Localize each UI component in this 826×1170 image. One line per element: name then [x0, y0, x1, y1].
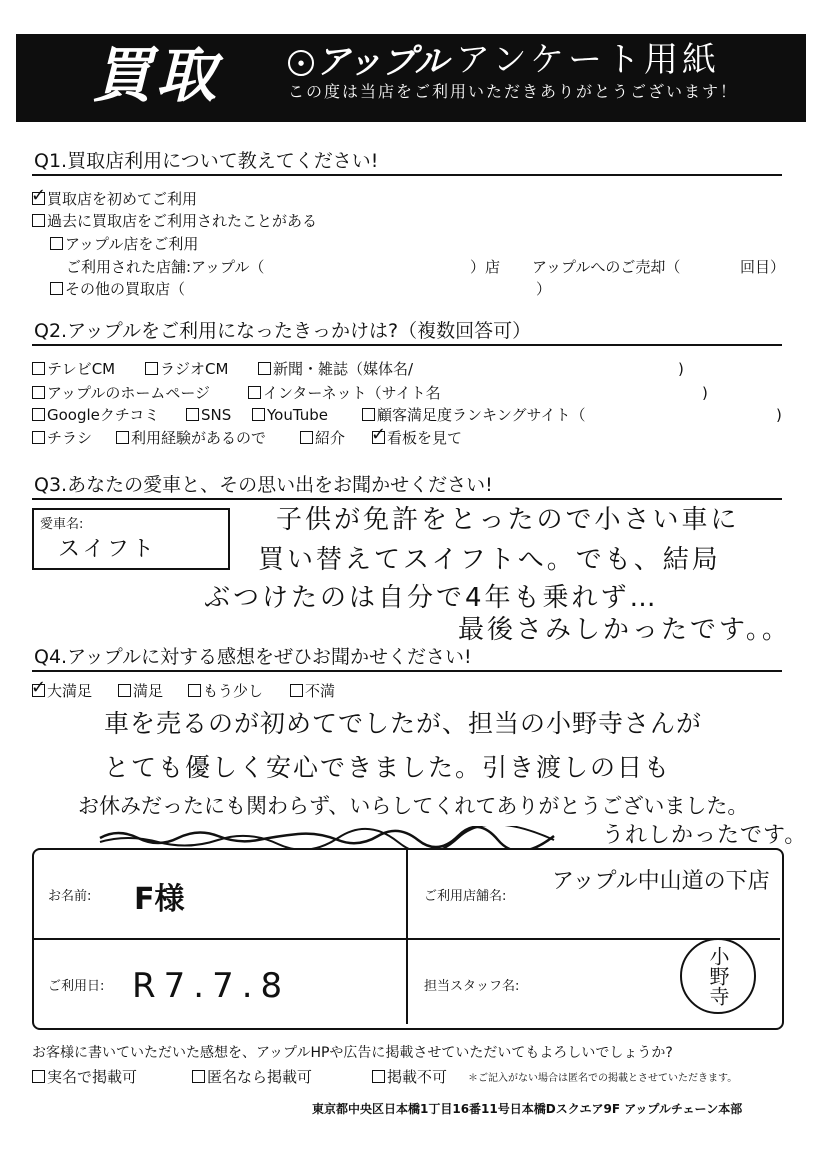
checkbox-icon[interactable] [50, 282, 63, 295]
checkbox-icon[interactable] [32, 1070, 45, 1083]
publish-question: お客様に書いていただいた感想を、アップルHPや広告に掲載させていただいてもよろしいでしょうか? [32, 1045, 673, 1061]
q3-divider [32, 498, 782, 500]
q2-option-label: インターネット（サイト名 [263, 384, 441, 402]
checkbox-checked-icon[interactable] [32, 684, 45, 697]
q2-option-google[interactable] [32, 404, 159, 426]
q1-option-past[interactable] [32, 210, 317, 232]
checkbox-icon[interactable] [32, 362, 45, 375]
q2-option-youtube[interactable] [252, 404, 328, 426]
q4-option-very-satisfied[interactable] [32, 680, 92, 702]
kaitori-logo: 買取 [92, 41, 220, 111]
info-horizontal-divider [34, 938, 780, 940]
q2-option-label: 顧客満足度ランキングサイト（ [377, 406, 586, 424]
checkbox-icon[interactable] [188, 684, 201, 697]
checkbox-icon[interactable] [116, 431, 129, 444]
staff-stamp-text: 小野寺 [706, 946, 730, 1006]
q2-option-label: チラシ [47, 429, 93, 447]
checkbox-icon[interactable] [186, 408, 199, 421]
store-value: アップル中山道の下店 [552, 869, 770, 894]
q2-option-label: YouTube [267, 406, 328, 424]
publish-option-real[interactable] [32, 1066, 137, 1088]
store-label: ご利用店舗名: [424, 889, 507, 904]
publish-option-no[interactable] [372, 1066, 447, 1088]
form-subtitle: この度は当店をご利用いただきありがとうございます！ [288, 82, 739, 101]
q1-option-first-label: 買取店を初めてご利用 [47, 190, 198, 208]
q2-option-referral[interactable] [300, 427, 345, 449]
q1-sell-count: アップルへのご売却（ [532, 258, 681, 276]
form-title: アンケート用紙 [456, 40, 720, 80]
q2-title: Q2.アップルをご利用になったきっかけは?（複数回答可） [34, 320, 532, 342]
q4-divider [32, 670, 782, 672]
checkbox-icon[interactable] [192, 1070, 205, 1083]
q1-sell-close: 回目） [740, 258, 786, 276]
checkbox-icon[interactable] [50, 237, 63, 250]
q4-option-label: 満足 [133, 682, 164, 700]
checkbox-icon[interactable] [118, 684, 131, 697]
q2-option-ranking[interactable] [362, 404, 586, 426]
q4-option-label: 大満足 [47, 682, 93, 700]
car-name-value: スイフト [58, 537, 157, 562]
name-value: F様 [134, 882, 185, 917]
q1-title: Q1.買取店利用について教えてください! [34, 150, 379, 172]
q2-option-flyer[interactable] [32, 427, 92, 449]
checkbox-icon[interactable] [32, 408, 45, 421]
q1-store-close: ）店 [470, 258, 501, 276]
q2-row1-close: ) [678, 360, 684, 378]
q2-row3-close: ) [776, 406, 782, 424]
q3-title: Q3.あなたの愛車と、その思い出をお聞かせください! [34, 474, 493, 496]
checkbox-checked-icon[interactable] [372, 431, 385, 444]
publish-option-label: 匿名なら掲載可 [207, 1068, 313, 1086]
checkbox-icon[interactable] [252, 408, 265, 421]
q3-memory-line: ぶつけたのは自分で4年も乗れず… [204, 583, 659, 613]
q2-option-newspaper[interactable] [258, 358, 413, 380]
checkbox-icon[interactable] [145, 362, 158, 375]
q2-option-signboard[interactable] [372, 427, 462, 449]
q4-option-label: 不満 [305, 682, 336, 700]
publish-note: ＊ご記入がない場合は匿名での掲載とさせていただきます。 [468, 1073, 738, 1084]
q3-memory-line: 子供が免許をとったので小さい車に [276, 505, 740, 535]
publish-option-anon[interactable] [192, 1066, 312, 1088]
staff-label: 担当スタッフ名: [424, 979, 520, 994]
q3-memory-line: 買い替えてスイフトへ。でも、結局 [258, 545, 721, 575]
q2-divider [32, 344, 782, 346]
q4-comment-line: お休みだったにも関わらず、いらしてくれてありがとうございました。 [78, 794, 749, 818]
checkbox-icon[interactable] [290, 684, 303, 697]
q2-option-label: 新聞・雑誌（媒体名/ [273, 360, 414, 378]
q3-memory-line: 最後さみしかったです。。 [458, 615, 791, 645]
q1-option-first[interactable] [32, 188, 197, 210]
q4-comment-line: うれしかったです。 [602, 823, 808, 848]
q2-option-internet[interactable] [248, 382, 441, 404]
checkbox-icon[interactable] [300, 431, 313, 444]
q2-option-label: Googleクチコミ [47, 406, 160, 424]
q1-option-apple[interactable] [50, 233, 198, 255]
q2-option-experience[interactable] [116, 427, 266, 449]
q2-option-label: ラジオCM [160, 360, 229, 378]
q4-option-satisfied[interactable] [118, 680, 163, 702]
q2-option-radiocm[interactable] [145, 358, 228, 380]
publish-option-label: 掲載不可 [387, 1068, 448, 1086]
footer-address: 東京都中央区日本橋1丁目16番11号日本橋Dスクエア9F アップルチェーン本部 [312, 1102, 743, 1116]
header-banner [16, 34, 806, 122]
q2-option-label: 看板を見て [387, 429, 463, 447]
q1-option-other[interactable] [50, 278, 185, 300]
q4-comment-line: とても優しく安心できました。引き渡しの日も [104, 753, 672, 782]
q2-option-sns[interactable] [186, 404, 231, 426]
q2-option-homepage[interactable] [32, 382, 210, 404]
checkbox-icon[interactable] [32, 431, 45, 444]
q1-option-past-label: 過去に買取店をご利用されたことがある [47, 212, 318, 230]
q2-option-label: SNS [201, 406, 232, 424]
crossed-out-scribble [98, 826, 556, 850]
checkbox-icon[interactable] [372, 1070, 385, 1083]
q2-option-label: 利用経験があるので [131, 429, 267, 447]
publish-option-label: 実名で掲載可 [47, 1068, 138, 1086]
q2-option-label: アップルのホームページ [47, 384, 211, 402]
q4-comment-line: 車を売るのが初めてでしたが、担当の小野寺さんが [104, 709, 703, 738]
q4-option-so-so[interactable] [188, 680, 263, 702]
q2-option-tvcm[interactable] [32, 358, 115, 380]
checkbox-icon[interactable] [258, 362, 271, 375]
q4-option-label: もう少し [203, 682, 264, 700]
car-name-box [32, 508, 230, 570]
brand-name: アップル [316, 42, 449, 82]
q4-option-unsatisfied[interactable] [290, 680, 335, 702]
date-label: ご利用日: [48, 979, 105, 994]
q4-title: Q4.アップルに対する感想をぜひお聞かせください! [34, 646, 472, 668]
q2-row2-close: ) [702, 384, 708, 402]
checkbox-icon[interactable] [32, 386, 45, 399]
car-name-label: 愛車名: [40, 517, 84, 532]
q1-other-close: ） [536, 280, 552, 298]
checkbox-icon[interactable] [362, 408, 375, 421]
staff-stamp [680, 938, 756, 1014]
apple-logo-icon: ● [288, 50, 314, 76]
q1-option-other-label: その他の買取店（ [65, 280, 186, 298]
q2-option-label: テレビCM [47, 360, 116, 378]
q1-divider [32, 174, 782, 176]
q1-option-apple-label: アップル店をご利用 [65, 235, 199, 253]
info-vertical-divider [406, 850, 408, 1024]
name-label: お名前: [48, 889, 92, 904]
q1-store-used: ご利用された店舗:アップル（ [66, 258, 265, 276]
date-value: R7.7.8 [132, 966, 291, 1006]
checkbox-icon[interactable] [32, 214, 45, 227]
q2-option-label: 紹介 [315, 429, 346, 447]
checkbox-icon[interactable] [248, 386, 261, 399]
checkbox-checked-icon[interactable] [32, 192, 45, 205]
